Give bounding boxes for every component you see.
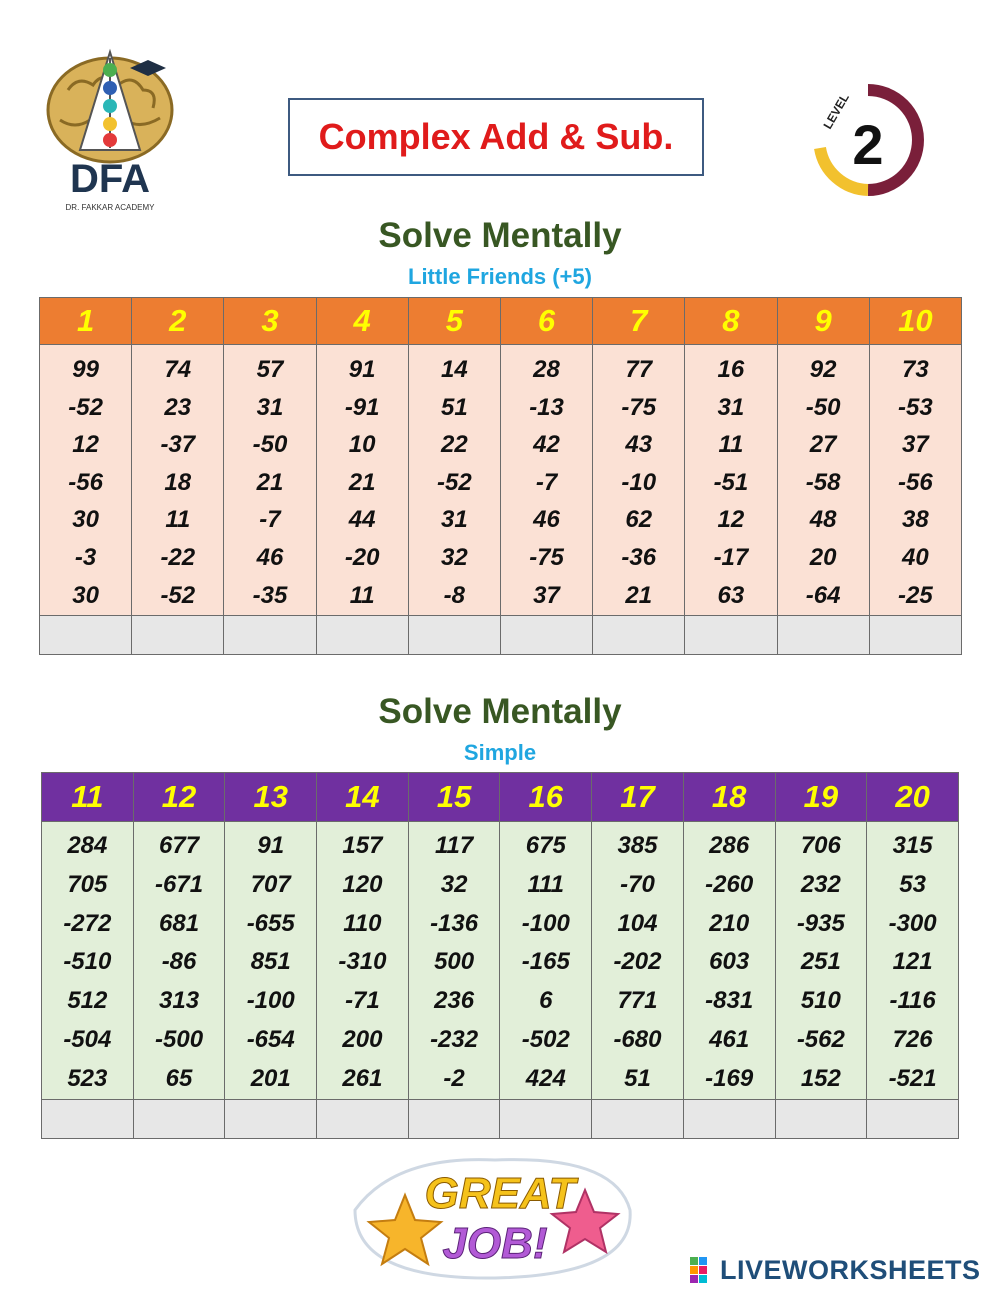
section1-subheading: Little Friends (+5)	[408, 264, 592, 289]
problem-value: 28	[533, 356, 560, 383]
problem-values	[869, 345, 961, 616]
column-number: 11	[42, 773, 134, 822]
problem-value: -3	[74, 543, 97, 571]
problem-value: 705	[67, 870, 108, 898]
problem-value: 157	[342, 832, 383, 859]
problem-value: 46	[533, 506, 560, 534]
problem-value: -86	[161, 948, 197, 976]
problem-values	[592, 822, 684, 1100]
section2-header-row	[42, 773, 959, 822]
section2-table	[41, 772, 959, 1139]
problem-value: -36	[621, 543, 657, 571]
problem-value: 726	[892, 1025, 933, 1053]
logo-caption: DR. FAKKAR ACADEMY	[65, 203, 155, 212]
problem-values	[683, 822, 775, 1100]
problem-value: 104	[617, 909, 658, 937]
problem-value: -51	[713, 468, 749, 496]
problem-value: -7	[259, 506, 281, 534]
problem-values	[224, 345, 316, 616]
problem-value: 120	[342, 870, 383, 898]
problem-value: 92	[809, 356, 837, 383]
problem-value: 117	[434, 832, 474, 859]
problem-value: 63	[717, 581, 745, 609]
sticker-line1: GREAT	[424, 1169, 576, 1218]
problem-value: 77	[625, 356, 653, 383]
problem-value: 31	[717, 393, 745, 421]
problem-values	[133, 822, 225, 1100]
problem-value: -37	[160, 431, 196, 459]
problem-value: 500	[434, 948, 475, 976]
problem-value: -165	[521, 948, 570, 976]
problem-value: 14	[440, 356, 468, 383]
problem-value: 11	[165, 506, 191, 534]
problem-value: 771	[617, 987, 658, 1015]
problem-value: 62	[625, 506, 653, 534]
problem-value: -75	[529, 543, 564, 571]
answer-field[interactable]	[408, 1099, 500, 1138]
problem-values	[225, 822, 317, 1100]
problem-value: -654	[246, 1025, 295, 1053]
problem-value: -70	[620, 870, 655, 898]
problem-value: -504	[63, 1025, 112, 1053]
problem-values	[408, 345, 500, 616]
answer-field[interactable]	[224, 616, 316, 655]
column-number: 17	[592, 773, 684, 822]
problem-value: -8	[443, 581, 466, 609]
problem-value: -91	[344, 393, 380, 421]
problem-value: 284	[67, 832, 108, 859]
problem-value: -2	[443, 1064, 465, 1092]
problem-value: 510	[800, 987, 841, 1015]
problem-value: -52	[160, 581, 196, 609]
problem-value: 16	[717, 356, 745, 383]
problem-value: 53	[899, 870, 926, 898]
problem-value: 461	[709, 1025, 750, 1053]
liveworksheets-brand	[690, 1252, 990, 1288]
problem-value: 30	[72, 581, 99, 609]
column-number: 3	[224, 298, 316, 345]
problem-value: 110	[343, 909, 382, 937]
column-number: 16	[500, 773, 592, 822]
problem-value: -260	[705, 870, 754, 898]
answer-field[interactable]	[317, 1099, 409, 1138]
problem-value: -35	[252, 581, 288, 609]
problem-value: 57	[256, 356, 284, 383]
column-number: 13	[225, 773, 317, 822]
answer-field[interactable]	[592, 1099, 684, 1138]
problem-values	[775, 822, 867, 1100]
problem-value: 30	[72, 506, 99, 534]
level-badge	[810, 82, 930, 197]
section1-values-row	[40, 345, 962, 616]
problem-value: 22	[440, 431, 468, 459]
answer-field[interactable]	[500, 1099, 592, 1138]
problem-value: -510	[63, 948, 112, 976]
problem-value: 681	[159, 909, 200, 937]
answer-field[interactable]	[42, 1099, 134, 1138]
problem-value: 37	[901, 431, 929, 459]
problem-value: 20	[809, 543, 837, 571]
problem-value: -53	[898, 393, 933, 421]
problem-value: 11	[349, 581, 375, 609]
problem-value: 210	[709, 909, 750, 937]
column-number: 18	[683, 773, 775, 822]
answer-field[interactable]	[133, 1099, 225, 1138]
liveworksheets-icon	[690, 1257, 716, 1283]
problem-value: -52	[437, 468, 472, 496]
column-number: 9	[777, 298, 869, 345]
problem-values	[500, 822, 592, 1100]
problem-value: 707	[250, 870, 291, 898]
problem-value: 512	[67, 987, 108, 1015]
problem-value: -13	[529, 393, 564, 421]
problem-value: -232	[430, 1025, 479, 1053]
problem-value: -272	[63, 909, 112, 937]
problem-value: 99	[72, 356, 99, 383]
problem-value: 313	[159, 987, 200, 1015]
problem-value: -655	[246, 909, 295, 937]
section2-values-row	[42, 822, 959, 1100]
answer-field[interactable]	[685, 616, 777, 655]
problem-value: -56	[68, 468, 103, 496]
problem-value: -22	[160, 543, 196, 571]
problem-value: 21	[348, 468, 376, 496]
answer-field[interactable]	[593, 616, 685, 655]
problem-value: -169	[705, 1064, 754, 1092]
problem-value: 851	[250, 948, 291, 976]
problem-value: -50	[805, 393, 841, 421]
problem-values	[132, 345, 224, 616]
page-title: Complex Add & Sub.	[318, 116, 674, 157]
problem-value: -671	[155, 870, 204, 898]
column-number: 10	[869, 298, 961, 345]
section1-table	[39, 297, 962, 655]
title-box	[288, 98, 704, 176]
problem-value: 251	[800, 948, 841, 976]
section2-answer-row	[42, 1099, 959, 1138]
problem-value: -310	[338, 948, 387, 976]
column-number: 15	[408, 773, 500, 822]
column-number: 19	[775, 773, 867, 822]
section2-heading: Solve Mentally	[378, 692, 622, 731]
problem-value: 44	[348, 506, 376, 534]
column-number: 1	[40, 298, 132, 345]
problem-value: 201	[250, 1064, 291, 1092]
problem-value: -831	[705, 987, 754, 1015]
problem-value: 286	[709, 832, 750, 859]
problem-value: -50	[252, 431, 288, 459]
problem-value: 27	[809, 431, 837, 459]
problem-values	[777, 345, 869, 616]
problem-value: 74	[164, 356, 192, 383]
problem-value: -71	[345, 987, 380, 1015]
column-number: 7	[593, 298, 685, 345]
problem-value: -17	[713, 543, 749, 571]
problem-value: -75	[621, 393, 657, 421]
problem-value: 42	[533, 431, 560, 459]
problem-value: -935	[796, 909, 845, 937]
answer-field[interactable]	[225, 1099, 317, 1138]
section1-heading: Solve Mentally	[378, 216, 622, 255]
problem-value: -502	[521, 1025, 570, 1053]
sticker-line2: JOB!	[442, 1219, 548, 1268]
problem-value: -52	[68, 393, 103, 421]
problem-value: 236	[434, 987, 475, 1015]
problem-value: -202	[613, 948, 662, 976]
problem-value: 10	[348, 431, 376, 459]
problem-value: 315	[892, 832, 933, 859]
problem-value: 48	[809, 506, 837, 534]
problem-value: 111	[527, 870, 565, 898]
problem-value: 12	[717, 506, 745, 534]
problem-values	[408, 822, 500, 1100]
column-number: 2	[132, 298, 224, 345]
problem-value: 46	[256, 543, 284, 571]
great-job-sticker	[335, 1150, 645, 1285]
problem-value: 385	[617, 832, 658, 859]
problem-value: 73	[901, 356, 929, 383]
problem-value: 200	[342, 1025, 383, 1053]
problem-value: -25	[898, 581, 933, 609]
problem-value: 677	[159, 832, 200, 859]
problem-value: -7	[535, 468, 558, 496]
problem-values	[867, 822, 959, 1100]
problem-value: -116	[889, 987, 936, 1015]
problem-value: 51	[440, 393, 468, 421]
problem-value: 31	[256, 393, 284, 421]
problem-value: -100	[246, 987, 295, 1015]
problem-value: 706	[800, 832, 841, 859]
answer-field[interactable]	[408, 616, 500, 655]
problem-value: -58	[805, 468, 841, 496]
problem-value: -680	[613, 1025, 662, 1053]
answer-field[interactable]	[777, 616, 869, 655]
liveworksheets-text: LIVEWORKSHEETS	[720, 1254, 981, 1285]
problem-value: -10	[621, 468, 657, 496]
problem-values	[42, 822, 134, 1100]
level-label: LEVEL	[820, 91, 852, 132]
problem-value: 23	[164, 393, 192, 421]
problem-value: 21	[256, 468, 284, 496]
column-number: 6	[500, 298, 592, 345]
problem-value: 37	[533, 581, 560, 609]
problem-value: -136	[430, 909, 479, 937]
problem-values	[40, 345, 132, 616]
column-number: 4	[316, 298, 408, 345]
problem-value: -100	[521, 909, 570, 937]
problem-value: 6	[539, 987, 553, 1015]
problem-value: -562	[796, 1025, 845, 1053]
problem-value: -300	[888, 909, 937, 937]
problem-value: 21	[625, 581, 653, 609]
answer-field[interactable]	[869, 616, 961, 655]
answer-field[interactable]	[500, 616, 592, 655]
section1-answer-row	[40, 616, 962, 655]
level-number: 2	[852, 113, 884, 176]
problem-value: 232	[800, 870, 841, 898]
answer-field[interactable]	[132, 616, 224, 655]
problem-value: 40	[901, 543, 929, 571]
problem-value: 38	[901, 506, 929, 534]
problem-value: 261	[342, 1064, 383, 1092]
problem-values	[685, 345, 777, 616]
answer-field[interactable]	[867, 1099, 959, 1138]
problem-values	[500, 345, 592, 616]
answer-field[interactable]	[775, 1099, 867, 1138]
problem-value: 65	[165, 1064, 193, 1092]
column-number: 8	[685, 298, 777, 345]
answer-field[interactable]	[40, 616, 132, 655]
problem-value: 12	[72, 431, 99, 459]
problem-value: 32	[440, 543, 468, 571]
column-number: 12	[133, 773, 225, 822]
academy-logo	[38, 30, 188, 215]
problem-value: 11	[718, 431, 744, 459]
column-number: 5	[408, 298, 500, 345]
problem-value: -521	[888, 1064, 937, 1092]
problem-value: 603	[709, 948, 750, 976]
problem-value: -500	[155, 1025, 204, 1053]
problem-value: 523	[67, 1064, 108, 1092]
logo-wordmark: DFA	[70, 157, 150, 201]
problem-value: 152	[800, 1064, 841, 1092]
problem-value: -20	[344, 543, 380, 571]
problem-values	[317, 822, 409, 1100]
answer-field[interactable]	[683, 1099, 775, 1138]
problem-value: 91	[257, 832, 285, 859]
column-number: 14	[317, 773, 409, 822]
problem-value: -56	[898, 468, 933, 496]
problem-value: 121	[892, 948, 933, 976]
section1-header-row	[40, 298, 962, 345]
problem-value: -64	[805, 581, 841, 609]
problem-value: 32	[440, 870, 468, 898]
problem-value: 91	[348, 356, 376, 383]
problem-value: 424	[525, 1064, 566, 1092]
problem-values	[316, 345, 408, 616]
problem-value: 51	[624, 1064, 651, 1092]
problem-value: 675	[525, 832, 566, 859]
section2-subheading: Simple	[463, 740, 537, 765]
problem-value: 31	[440, 506, 468, 534]
problem-value: 43	[625, 431, 653, 459]
problem-values	[593, 345, 685, 616]
answer-field[interactable]	[316, 616, 408, 655]
column-number: 20	[867, 773, 959, 822]
problem-value: 18	[164, 468, 192, 496]
